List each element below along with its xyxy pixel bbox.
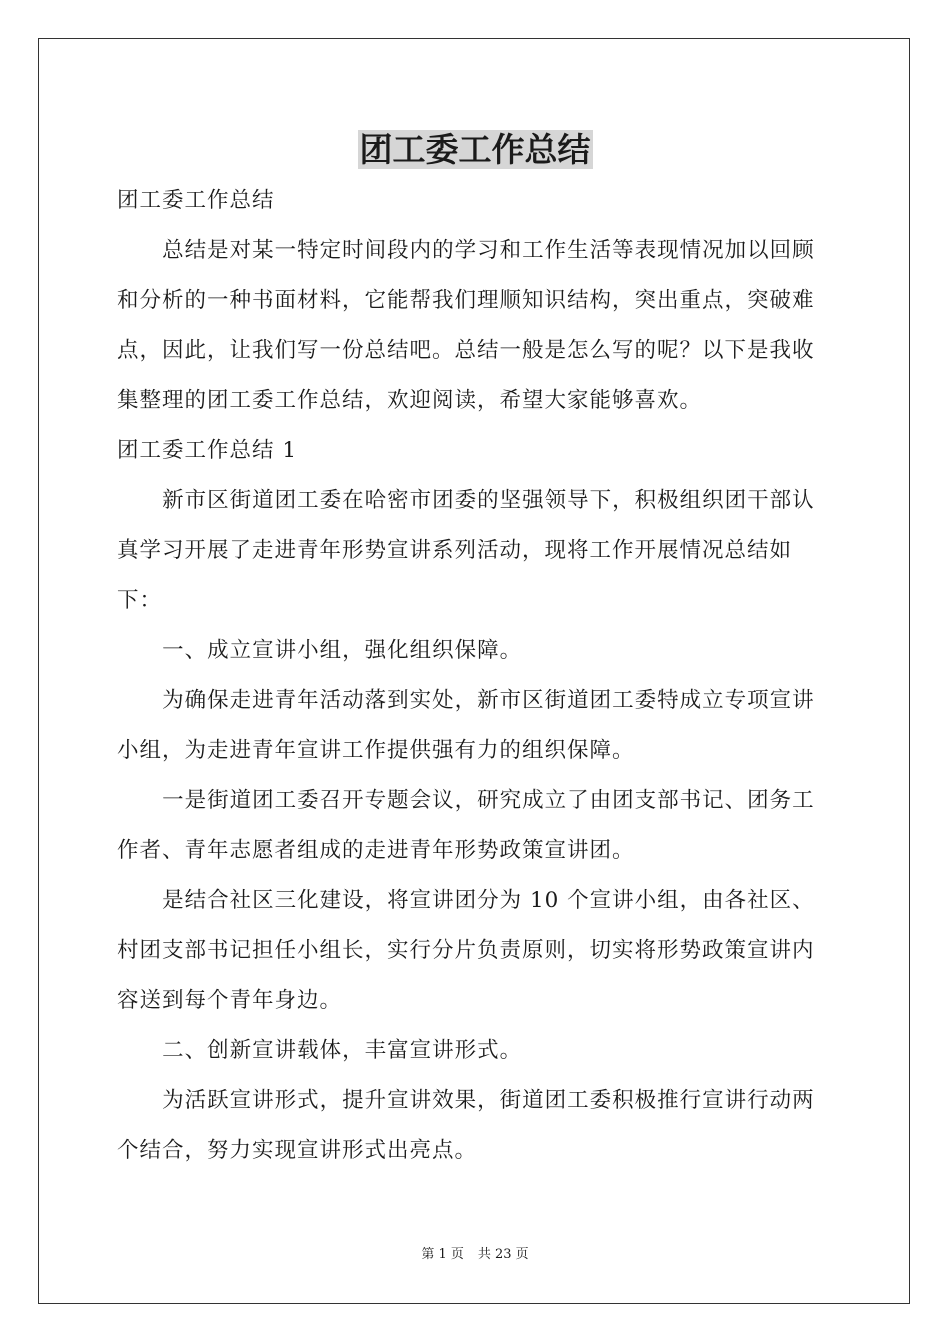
document-body	[117, 176, 835, 1176]
page-total: 共 23 页	[477, 1247, 529, 1262]
body-paragraph: 一是街道团工委召开专题会议，研究成立了由团支部书记、团务工作者、青年志愿者组成的走进青年形势政策宣讲团。	[117, 788, 815, 863]
subsection-heading: 二、创新宣讲载体，丰富宣讲形式。	[162, 1038, 523, 1063]
page-number: 第 1 页	[421, 1247, 464, 1262]
document-title-text: 团工委工作总结	[359, 130, 591, 169]
section-heading: 团工委工作总结 1	[117, 438, 298, 463]
section-heading: 团工委工作总结	[117, 188, 275, 213]
body-paragraph: 新市区街道团工委在哈密市团委的坚强领导下，积极组织团干部认真学习开展了走进青年形势宣讲系列活动，现将工作开展情况总结如下：	[117, 488, 815, 613]
page-footer	[0, 1246, 950, 1264]
document-title	[0, 128, 950, 172]
subsection-heading: 一、成立宣讲小组，强化组织保障。	[162, 638, 523, 663]
intro-paragraph: 总结是对某一特定时间段内的学习和工作生活等表现情况加以回顾和分析的一种书面材料，它能帮我们理顺知识结构，突出重点，突破难点，因此，让我们写一份总结吧。总结一般是怎么写的呢？以下是我收集整理的团工委工作总结，欢迎阅读，希望大家能够喜欢。	[117, 238, 815, 413]
body-paragraph: 为确保走进青年活动落到实处，新市区街道团工委特成立专项宣讲小组，为走进青年宣讲工作提供强有力的组织保障。	[117, 688, 815, 763]
body-paragraph: 是结合社区三化建设，将宣讲团分为 10 个宣讲小组，由各社区、村团支部书记担任小组长，实行分片负责原则，切实将形势政策宣讲内容送到每个青年身边。	[117, 888, 815, 1013]
body-paragraph: 为活跃宣讲形式，提升宣讲效果，街道团工委积极推行宣讲行动两个结合，努力实现宣讲形式出亮点。	[117, 1088, 815, 1163]
